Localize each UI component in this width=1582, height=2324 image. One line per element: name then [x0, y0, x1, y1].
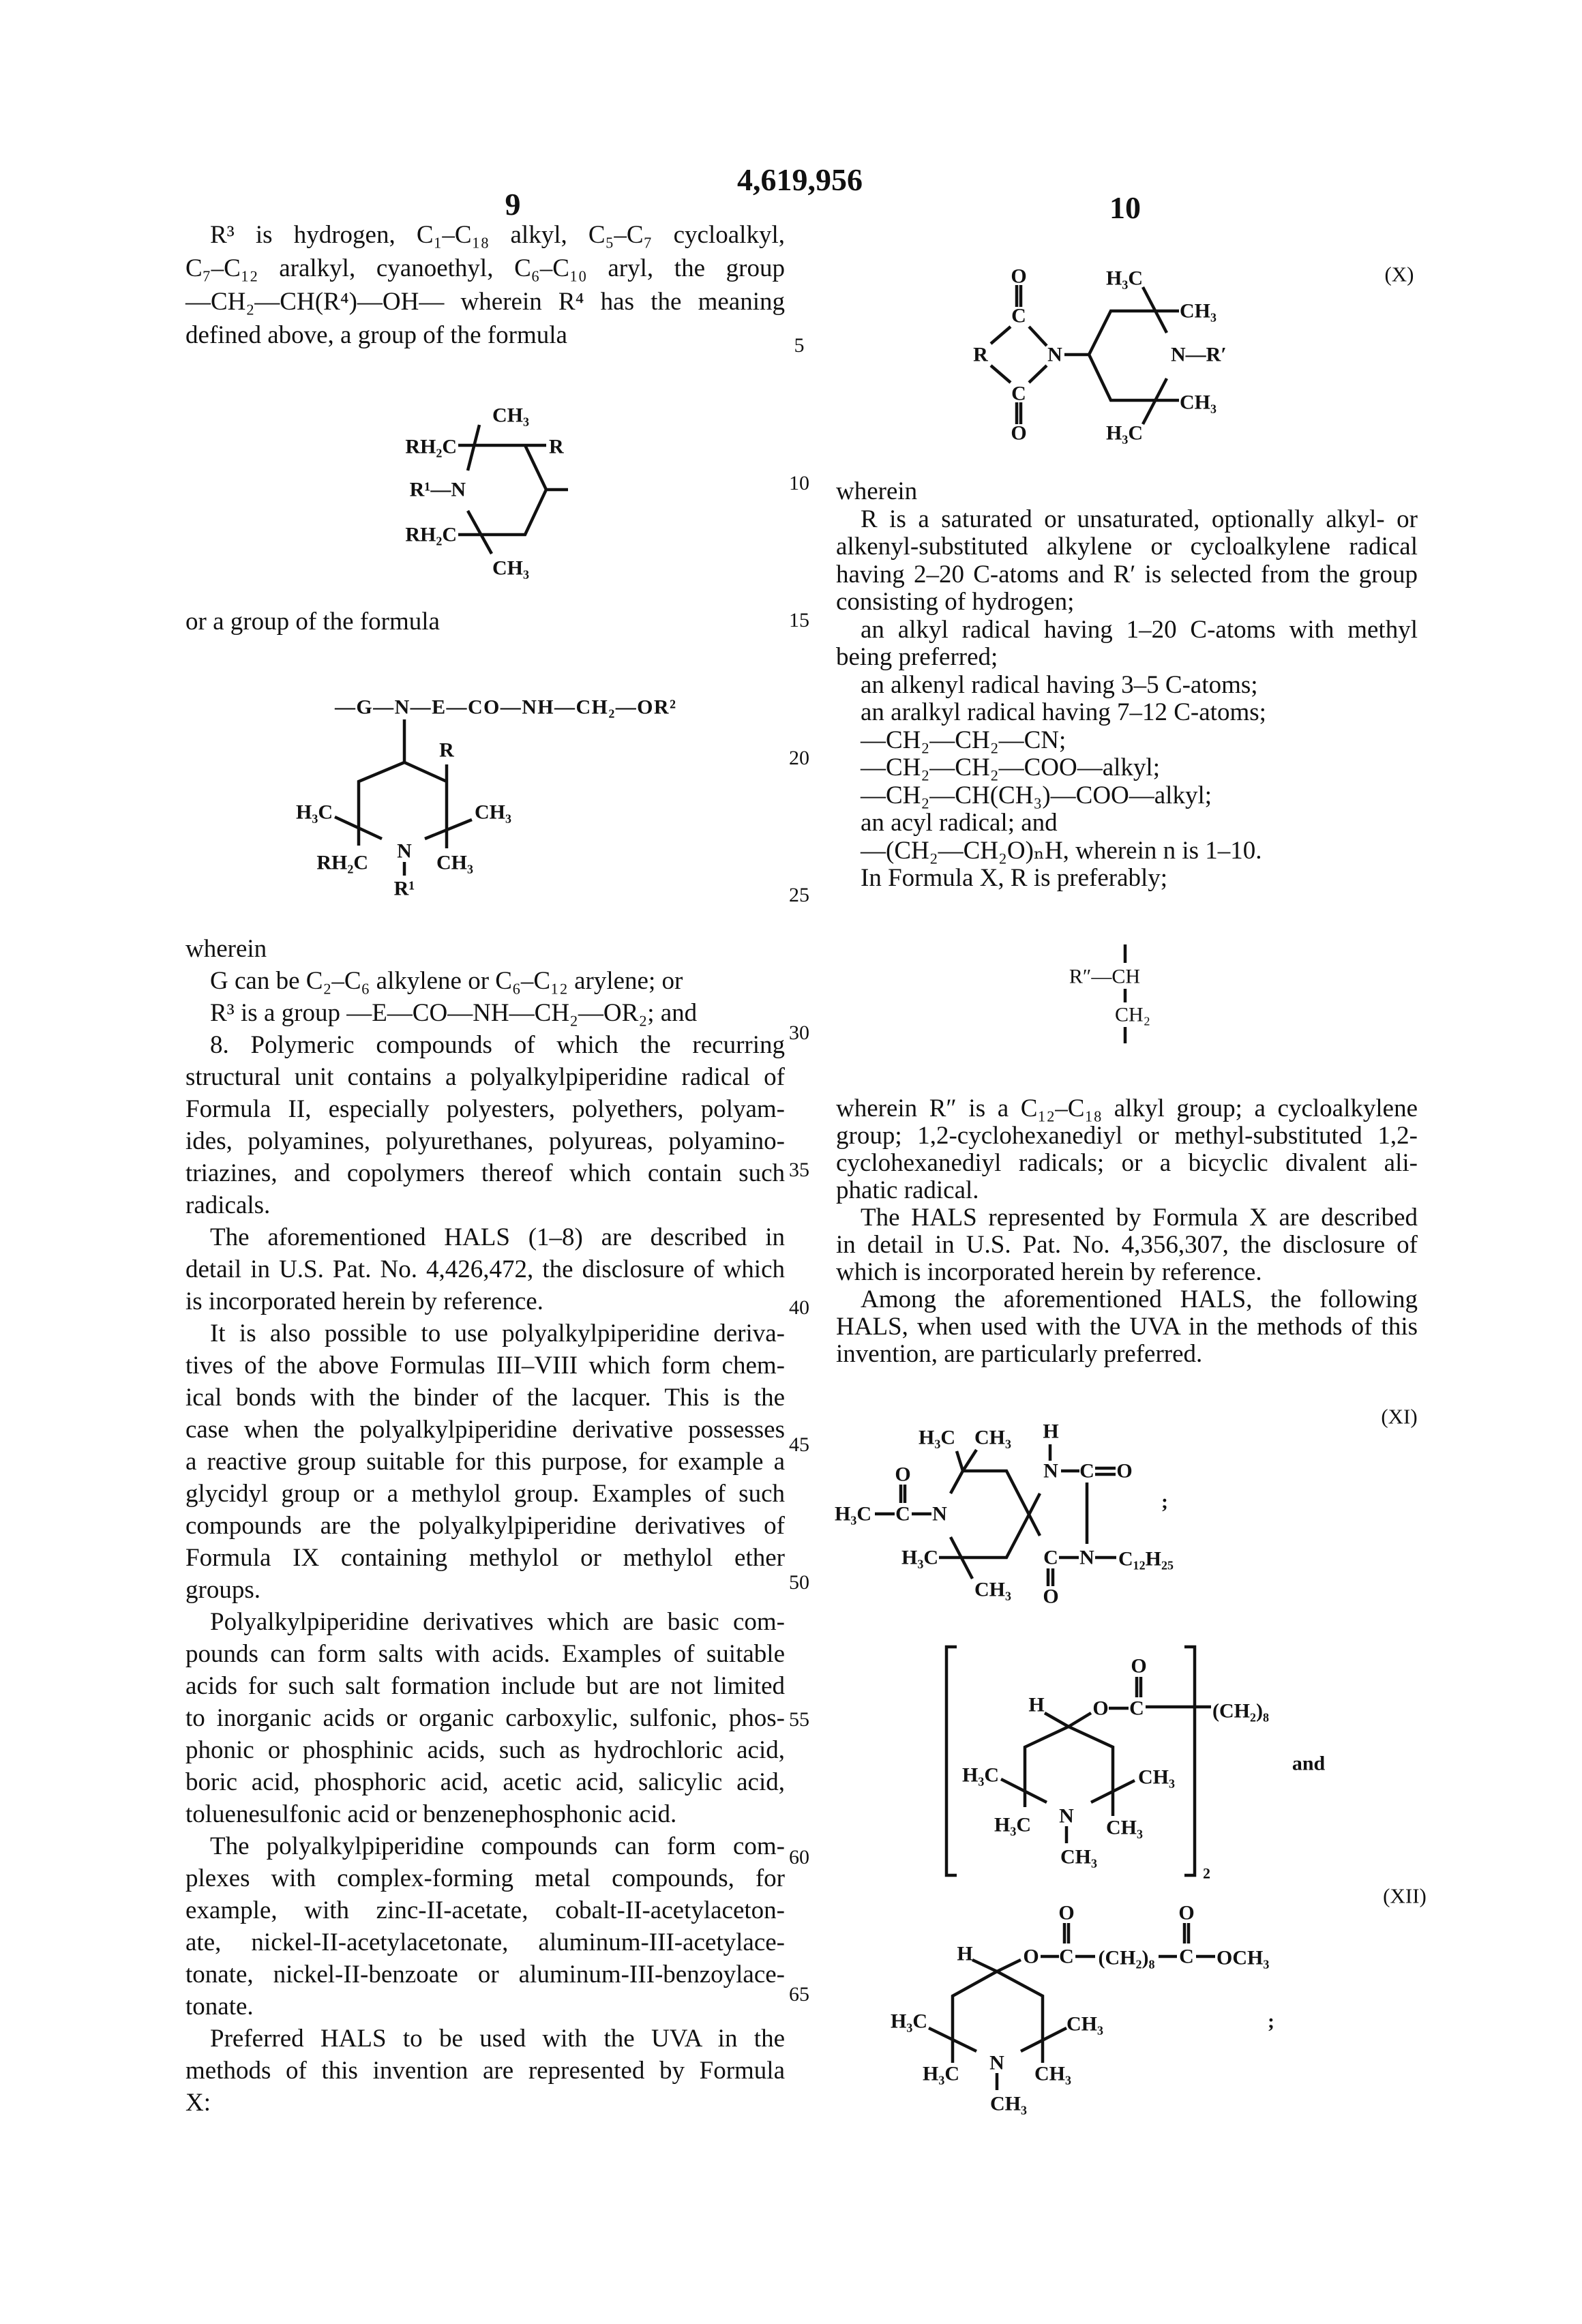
label: H₃C [901, 1547, 938, 1569]
line-number: 55 [789, 1708, 809, 1731]
text-line: In Formula X, R is preferably; [836, 865, 1418, 893]
text-line: tonate, nickel-II-benzoate or aluminum-III-benzoylace- [185, 1958, 785, 1991]
text-line: triazines, and copolymers thereof which contain such [185, 1157, 785, 1189]
text-line: ate, nickel-II-acetylacetonate, aluminum-III-acetylace- [185, 1926, 785, 1958]
line-number: 35 [789, 1159, 809, 1182]
label: O [1178, 1902, 1194, 1924]
text-line: —CH₂—CH(R⁴)—OH— wherein R⁴ has the meaning [185, 285, 785, 318]
text-line: group; 1,2-cyclohexanediyl or methyl-substituted 1,2- [836, 1122, 1418, 1150]
text-line: HALS, when used with the UVA in the methods of this [836, 1313, 1418, 1341]
label: R″—CH [1069, 966, 1140, 988]
text-line: G can be C₂–C₆ alkylene or C₆–C₁₂ arylene; or [185, 965, 785, 997]
line-number: 50 [789, 1571, 809, 1594]
formula-tag: (X) [1384, 263, 1414, 286]
label: N—R′ [1171, 344, 1227, 366]
label: H₃C [994, 1814, 1031, 1836]
text-line: —CH₂—CH(CH₃)—COO—alkyl; [836, 782, 1418, 810]
text-line: —CH₂—CH₂—CN; [836, 727, 1418, 755]
label: CH₃ [1180, 391, 1217, 414]
text-line: an alkyl radical having 1–20 C-atoms with methyl [836, 616, 1418, 644]
structure-formula-x [973, 263, 1414, 445]
text-line: The HALS represented by Formula X are described [836, 1204, 1418, 1232]
label: H [957, 1943, 972, 1965]
label: C₁₂H₂₅ [1118, 1548, 1174, 1570]
label: C [1059, 1946, 1074, 1968]
text-line: R³ is a group —E—CO—NH—CH₂—OR₂; and [185, 997, 785, 1029]
label: C [1011, 305, 1026, 327]
label: H [1043, 1420, 1058, 1443]
text-line: pounds can form salts with acids. Examples of suitable [185, 1638, 785, 1670]
label: C [895, 1503, 910, 1525]
text-line: C₇–C₁₂ aralkyl, cyanoethyl, C₆–C₁₀ aryl, the group [185, 252, 785, 285]
label: N [397, 840, 412, 863]
text-line: an acyl radical; and [836, 809, 1418, 837]
text-line: being preferred; [836, 644, 1418, 672]
label: O [1092, 1697, 1108, 1720]
label: CH₃ [1106, 1817, 1143, 1839]
label: R¹—N [410, 479, 466, 501]
text-line: to inorganic acids or organic carboxylic, sulfonic, phos- [185, 1702, 785, 1734]
label: N [1079, 1547, 1094, 1569]
chemical-structures [0, 0, 1582, 2324]
label: R [973, 344, 988, 366]
label: H₃C [835, 1503, 871, 1525]
text-line: boric acid, phosphoric acid, acetic acid, salicylic acid, [185, 1766, 785, 1798]
text-line: phatic radical. [836, 1177, 1418, 1204]
label: C [1079, 1460, 1094, 1483]
label: CH₃ [1180, 300, 1217, 323]
label: CH₃ [1138, 1766, 1175, 1789]
label: (CH₂)₈ [1099, 1947, 1155, 1969]
text-line: in detail in U.S. Pat. No. 4,356,307, the disclosure of [836, 1232, 1418, 1259]
text-line: compounds are the polyalkylpiperidine derivatives of [185, 1510, 785, 1542]
structure-formula-xii [891, 1884, 1427, 2115]
text-line: wherein R″ is a C₁₂–C₁₈ alkyl group; a cycloalkylene [836, 1095, 1418, 1122]
text-line: groups. [185, 1574, 785, 1606]
structure-formula-xi [835, 1405, 1418, 1608]
line-number: 40 [789, 1296, 809, 1320]
line-number: 25 [789, 884, 809, 907]
structure-r3-piperidine-b [296, 696, 676, 900]
label: O [1043, 1585, 1058, 1608]
text-line: ides, polyamines, polyurethanes, polyureas, polyamino- [185, 1125, 785, 1157]
text-line: Formula IX containing methylol or methylol ether [185, 1542, 785, 1574]
label: R [439, 739, 454, 762]
right-page-number: 10 [1109, 190, 1141, 226]
text-line: glycidyl group or a methylol group. Examples of such [185, 1478, 785, 1510]
text-line: Among the aforementioned HALS, the following [836, 1286, 1418, 1313]
patent-number: 4,619,956 [737, 162, 863, 198]
separator: ; [1161, 1491, 1168, 1513]
text-line: detail in U.S. Pat. No. 4,426,472, the disclosure of which [185, 1253, 785, 1285]
text-line: case when the polyalkylpiperidine derivative possesses [185, 1414, 785, 1446]
text-line: phonic or phosphinic acids, such as hydrochloric acid, [185, 1734, 785, 1766]
label: CH₃ [492, 404, 529, 427]
text-line: having 2–20 C-atoms and R′ is selected from the group [836, 561, 1418, 589]
label: CH₃ [1060, 1846, 1097, 1868]
label: RH₂C [405, 436, 457, 458]
text-line: alkenyl-substituted alkylene or cycloalkylene radical [836, 533, 1418, 561]
label: —G—N—E—CO—NH—CH₂—OR² [334, 696, 676, 719]
left-page-number: 9 [505, 187, 521, 222]
line-number: 60 [789, 1846, 809, 1869]
structure-r3-piperidine-a [405, 404, 568, 580]
formula-tag: (XI) [1381, 1405, 1417, 1429]
text-line: is incorporated herein by reference. [185, 1285, 785, 1317]
text-line: tives of the above Formulas III–VIII which form chem- [185, 1350, 785, 1382]
line-number: 45 [789, 1433, 809, 1457]
label: H [1028, 1694, 1044, 1716]
text-line: wherein [836, 478, 1418, 506]
label: H₃C [962, 1764, 999, 1787]
text-line: R is a saturated or unsaturated, optionally alkyl- or [836, 506, 1418, 534]
text-line: or a group of the formula [185, 606, 785, 638]
structure-bis-ester [946, 1647, 1325, 1882]
text-line: invention, are particularly preferred. [836, 1341, 1418, 1368]
text-line: which is incorporated herein by reference. [836, 1259, 1418, 1286]
text-line: example, with zinc-II-acetate, cobalt-II-acetylaceton- [185, 1894, 785, 1926]
text-line: Polyalkylpiperidine derivatives which are basic com- [185, 1606, 785, 1638]
and-connector: and [1292, 1753, 1326, 1775]
text-line: Preferred HALS to be used with the UVA in the [185, 2023, 785, 2055]
label: O [1011, 422, 1026, 445]
text-line: tonate. [185, 1991, 785, 2023]
label: OCH₃ [1217, 1947, 1269, 1969]
label: 2 [1203, 1865, 1210, 1882]
label: O [1023, 1946, 1039, 1968]
label: CH₂ [1115, 1004, 1150, 1026]
line-number: 20 [789, 747, 809, 770]
label: H₃C [1106, 267, 1143, 290]
text-line: X: [185, 2087, 785, 2119]
label: CH₃ [974, 1427, 1011, 1449]
label: O [1011, 265, 1026, 288]
label: CH₃ [475, 801, 511, 824]
label: N [1047, 344, 1062, 366]
text-line: consisting of hydrogen; [836, 589, 1418, 616]
label: N [989, 2052, 1004, 2074]
text-line: ical bonds with the binder of the lacquer. This is the [185, 1382, 785, 1414]
label: CH₃ [1034, 2063, 1071, 2085]
label: O [1131, 1655, 1146, 1678]
label: CH₃ [492, 557, 529, 580]
line-number: 30 [789, 1022, 809, 1045]
label: C [1011, 383, 1026, 405]
label: N [1059, 1805, 1074, 1828]
text-line: a reactive group suitable for this purpose, for example a [185, 1446, 785, 1478]
text-line: methods of this invention are represented by Formula [185, 2055, 785, 2087]
text-line: an alkenyl radical having 3–5 C-atoms; [836, 672, 1418, 700]
text-line: structural unit contains a polyalkylpiperidine radical of [185, 1061, 785, 1093]
text-line: plexes with complex-forming metal compounds, for [185, 1862, 785, 1894]
text-line: radicals. [185, 1189, 785, 1221]
label: RH₂C [405, 524, 457, 546]
text-line: It is also possible to use polyalkylpiperidine deriva- [185, 1317, 785, 1350]
label: CH₃ [990, 2093, 1027, 2115]
label: CH₃ [974, 1579, 1011, 1601]
label: H₃C [1106, 422, 1143, 445]
separator: ; [1268, 2010, 1274, 2033]
formula-tag: (XII) [1383, 1884, 1427, 1908]
text-line: R³ is hydrogen, C₁–C₁₈ alkyl, C₅–C₇ cycloalkyl, [185, 218, 785, 252]
label: (CH₂)₈ [1212, 1700, 1269, 1723]
label: N [932, 1503, 947, 1525]
text-line: 8. Polymeric compounds of which the recurring [185, 1029, 785, 1061]
text-line: The polyalkylpiperidine compounds can form com- [185, 1830, 785, 1862]
text-line: The aforementioned HALS (1–8) are described in [185, 1221, 785, 1253]
text-line: Formula II, especially polyesters, polyethers, polyam- [185, 1093, 785, 1125]
line-number: 65 [789, 1983, 809, 2006]
label: R¹ [394, 878, 415, 900]
label: H₃C [296, 801, 333, 824]
text-line: —CH₂—CH₂—COO—alkyl; [836, 754, 1418, 782]
text-line: an aralkyl radical having 7–12 C-atoms; [836, 699, 1418, 727]
label: C [1179, 1946, 1194, 1968]
label: CH₃ [436, 852, 473, 874]
label: O [1116, 1460, 1132, 1483]
text-line: acids for such salt formation include but are not limited [185, 1670, 785, 1702]
label: O [1058, 1902, 1074, 1924]
text-line: —(CH₂—CH₂O)ₙH, wherein n is 1–10. [836, 837, 1418, 865]
text-line: wherein [185, 933, 785, 965]
label: H₃C [891, 2010, 927, 2033]
label: C [1043, 1547, 1058, 1569]
text-line: toluenesulfonic acid or benzenephosphonic acid. [185, 1798, 785, 1830]
line-number: 5 [794, 334, 805, 357]
label: N [1043, 1460, 1058, 1483]
label: R [549, 436, 564, 458]
text-line: defined above, a group of the formula [185, 318, 785, 352]
label: H₃C [919, 1427, 955, 1449]
label: C [1129, 1697, 1144, 1720]
label: O [895, 1463, 910, 1486]
line-number: 15 [789, 609, 809, 632]
label: H₃C [923, 2063, 959, 2085]
label: CH₃ [1066, 2013, 1103, 2036]
label: RH₂C [316, 852, 368, 874]
line-number: 10 [789, 472, 809, 495]
text-line: cyclohexanediyl radicals; or a bicyclic divalent ali- [836, 1150, 1418, 1177]
structure-r-preferred [1069, 944, 1150, 1043]
